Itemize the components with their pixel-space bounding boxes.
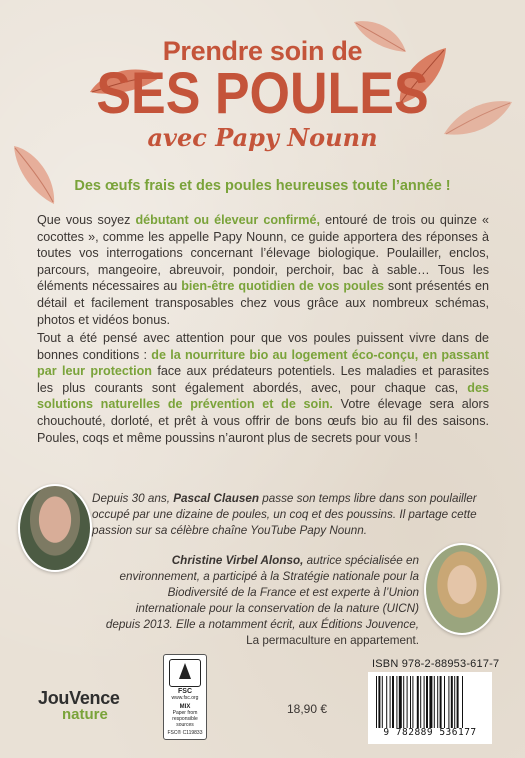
author-name: Pascal Clausen — [173, 492, 259, 505]
publisher-sub: nature — [62, 706, 108, 723]
highlight-text: débutant ou éleveur confirmé, — [135, 213, 321, 227]
highlight-text: des solutions naturelles de prévention et de soin. — [37, 380, 489, 412]
text-span: Votre élevage sera alors chouchouté, dorloté, et prêt à vous offrir de bons œufs bio au fil des saisons. Poules, coqs et même poussins n’auront plus de secrets pour vous ! — [37, 397, 489, 445]
title-line-1: Prendre soin de — [162, 36, 363, 66]
fsc-title: FSC — [178, 688, 192, 695]
fsc-mix: MIX — [179, 704, 191, 710]
fsc-site: www.fsc.org — [171, 695, 199, 701]
barcode — [368, 672, 492, 744]
fsc-tree-icon — [169, 659, 201, 687]
highlight-text: bien-être quotidien de vos poules — [181, 279, 384, 294]
author-photo-pascal — [18, 484, 92, 572]
text-span: passe son temps libre dans son poulailler occupé par une dizaine de poules, un coq et des poussins. Il partage cette passion sur sa célèbre chaîne YouTube Papy Nounn. — [92, 492, 477, 537]
barcode-bars-icon — [376, 676, 486, 728]
barcode-digits: 9 782889 536177 — [383, 727, 477, 738]
tagline: Des œufs frais et des poules heureuses toute l’année ! — [74, 178, 451, 194]
publisher-logo — [38, 688, 120, 723]
text-span: sont présentés en détail et facilement transposables chez vous grâce aux nombreux schémas, photos et vidéos bonus. — [37, 279, 489, 327]
description-paragraph-1 — [37, 212, 489, 328]
author-name: Christine Virbel Alonso, — [171, 554, 304, 567]
title-line-2: SES POULES — [96, 61, 429, 127]
title-line-3: avec Papy Nounn — [147, 123, 378, 152]
text-span: face aux prédateurs potentiels. Les maladies et parasites les plus courants sont également abordés, avec, pour chaque cas, — [37, 364, 489, 395]
text-span: Depuis 30 ans, — [92, 492, 174, 505]
price: 18,90 € — [287, 702, 328, 716]
book-title — [0, 36, 525, 152]
book-reference: La permaculture en appartement. — [246, 634, 419, 647]
description-paragraph-2 — [37, 330, 489, 446]
highlight-text: de la nourriture bio au logement éco-conçu, en passant par leur protection — [37, 347, 489, 379]
author-photo-christine — [424, 543, 500, 635]
text-span: autrice spécialisée en environnement, a participé à la Stratégie nationale pour la Biodiversité de la France et est experte à l’Union internationale pour la conservation de la nature (UICN) depuis 2013. Elle a notamment écrit, aux Éditions Jouvence, — [105, 554, 419, 631]
publisher-brand: JouVence — [38, 688, 120, 708]
fsc-label — [163, 654, 207, 740]
author-bio-pascal — [92, 491, 484, 539]
isbn-label: ISBN 978-2-88953-617-7 — [372, 658, 500, 670]
text-span: Que vous soyez — [37, 213, 136, 227]
fsc-text: Paper from responsible sources — [172, 710, 198, 728]
text-span: entouré de trois ou quinze « cocottes », comme les appelle Papy Nounn, ce guide apportera des réponses à toutes vos interrogations concernant l’élevage biologique. Poulailler, enclos, parcours, mangeoire, abreuvoir, pondoir, perchoir, bac à sable… Tous les éléments nécessaires au — [37, 213, 489, 294]
text-span: Tout a été pensé avec attention pour que vos poules puissent vivre dans de bonnes conditions : — [37, 331, 489, 362]
author-bio-christine — [99, 553, 419, 649]
fsc-code: FSC® C119833 — [167, 730, 203, 736]
